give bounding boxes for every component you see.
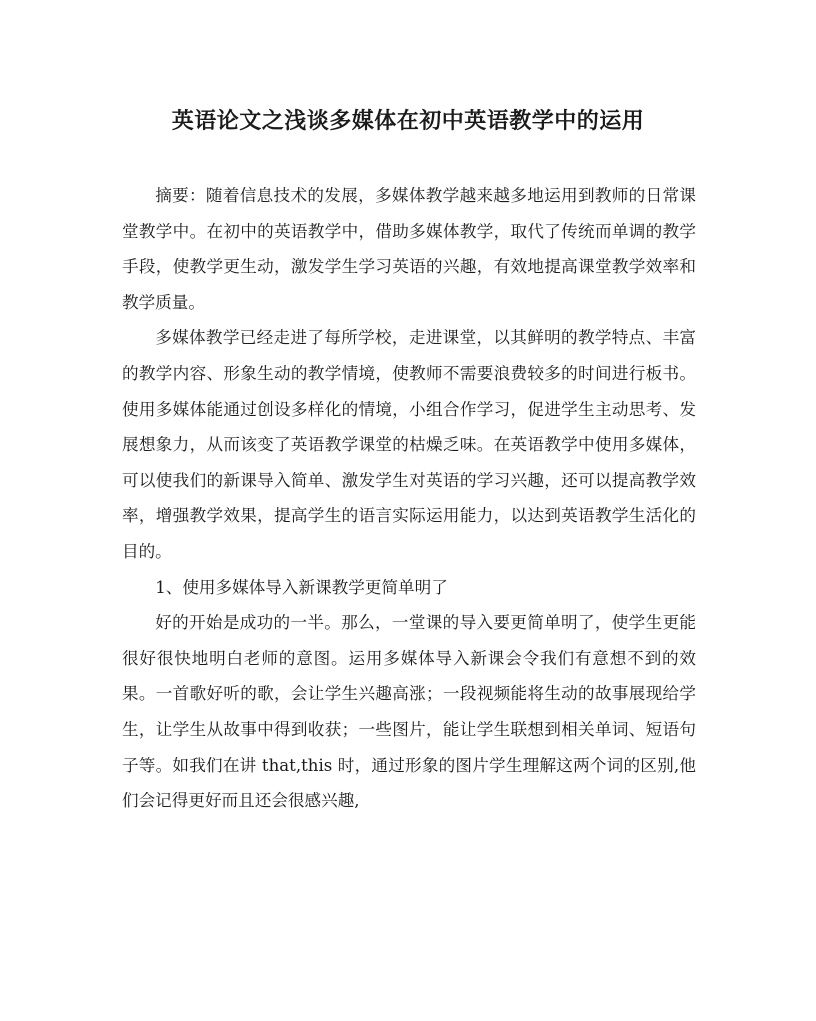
document-title: 英语论文之浅谈多媒体在初中英语教学中的运用 — [171, 108, 645, 134]
body-paragraph: 好的开始是成功的一半。那么，一堂课的导入要更简单明了，使学生更能很好很快地明白老师的意图。运用多媒体导入新课会令我们有意想不到的效果。一首歌好听的歌，会让学生兴趣高涨；一段视频能将生动的故事展现给学生，让学生从故事中得到收获；一些图片，能让学生联想到相关单词、短语句子等。如我们在讲 that,this 时，通过形象的图片学生理解这两个词的区别,他们会记得更好而且还会很感兴趣, — [122, 613, 696, 811]
body-paragraph: 多媒体教学已经走进了每所学校，走进课堂，以其鲜明的教学特点、丰富的教学内容、形象生动的教学情境，使教师不需要浪费较多的时间进行板书。使用多媒体能通过创设多样化的情境，小组合作学习，促进学生主动思考、发展想象力，从而该变了英语教学课堂的枯燥乏味。在英语教学中使用多媒体，可以使我们的新课导入简单、激发学生对英语的学习兴趣，还可以提高教学效率，增强教学效果，提高学生的语言实际运用能力，以达到英语教学生活化的目的。 — [122, 328, 696, 561]
abstract-paragraph: 摘要：随着信息技术的发展，多媒体教学越来越多地运用到教师的日常课堂教学中。在初中的英语教学中，借助多媒体教学，取代了传统而单调的教学手段，使教学更生动，激发学生学习英语的兴趣，有效地提高课堂教学效率和教学质量。 — [122, 186, 696, 312]
section-heading: 1、使用多媒体导入新课教学更简单明了 — [155, 577, 448, 597]
document-body — [122, 178, 696, 819]
